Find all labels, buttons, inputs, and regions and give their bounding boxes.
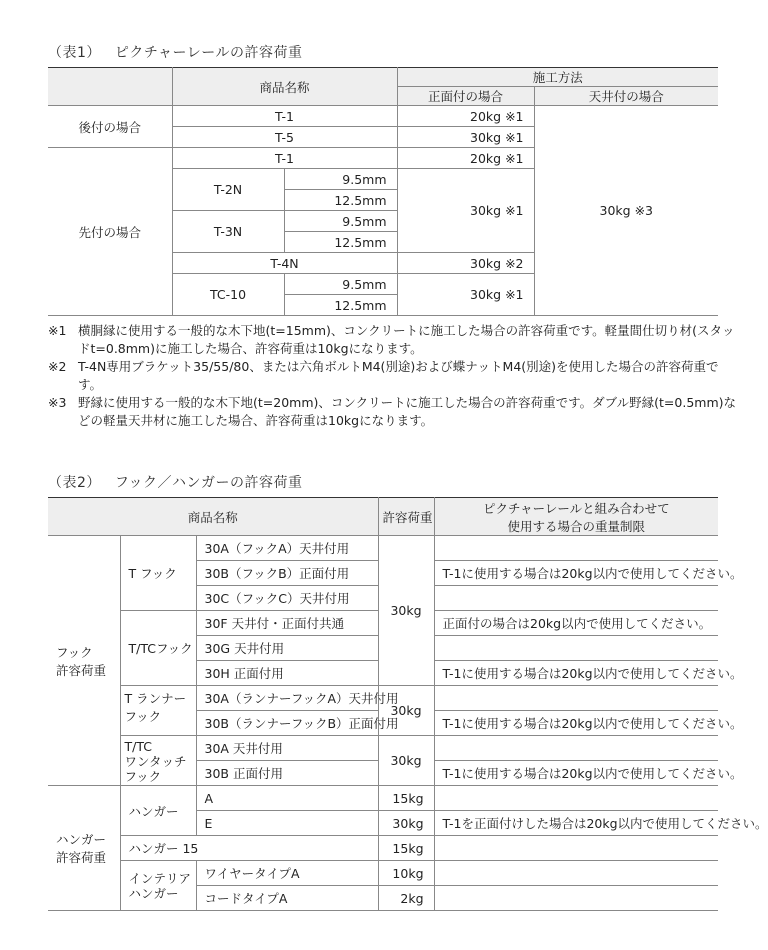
wall-load: 30kg ※1: [397, 169, 534, 253]
runner-name-line2: フック: [124, 709, 162, 724]
limit-text: T-1に使用する場合は20kg以内で使用してください。: [434, 661, 718, 686]
product-group-name: ハンガー 15: [120, 836, 378, 861]
product-item: 30F 天井付・正面付共通: [196, 611, 378, 636]
note-mark: ※3: [48, 395, 67, 410]
note-item: [48, 394, 738, 430]
group-hook-line2: 許容荷重: [56, 662, 107, 678]
wall-load: 30kg ※1: [397, 127, 534, 148]
wall-load: 20kg ※1: [397, 148, 534, 169]
hook-hanger-load-table: [48, 497, 768, 911]
group-hook: [48, 536, 120, 786]
table1-notes: [48, 322, 738, 430]
product-item: ワイヤータイプA: [196, 861, 378, 886]
product-group-name: ハンガー: [120, 786, 196, 836]
interior-name-line1: インテリア: [128, 870, 192, 886]
note-text: T-4N専用ブラケット35/55/80、または六角ボルトM4(別途)および蝶ナットM4(別途)を使用した場合の許容荷重です。: [78, 359, 719, 392]
load-value: 30kg: [378, 536, 434, 686]
limit-blank: [434, 586, 718, 611]
thickness: 9.5mm: [284, 211, 397, 232]
limit-text: 正面付の場合は20kg以内で使用してください。: [434, 611, 718, 636]
table1-title-label: （表1）: [48, 45, 101, 61]
product-item: 30A（フックA）天井付用: [196, 536, 378, 561]
group-after: 後付の場合: [48, 106, 172, 148]
wall-load: 20kg ※1: [397, 106, 534, 127]
load-value: 15kg: [378, 786, 434, 811]
product-name: T-4N: [172, 253, 397, 274]
product-item: 30B 正面付用: [196, 761, 378, 786]
note-text: 横胴縁に使用する一般的な木下地(t=15mm)、コンクリートに施工した場合の許容荷重です。軽量間仕切り材(スタッドt=0.8mm)に施工した場合、許容荷重は10kgになります。: [78, 323, 735, 356]
product-name: T-1: [172, 106, 397, 127]
onetouch-name-line3: フック: [124, 769, 162, 784]
limit-text: T-1に使用する場合は20kg以内で使用してください。: [434, 761, 718, 786]
header-method: 施工方法: [397, 68, 718, 87]
note-item: [48, 358, 738, 394]
limit-text: T-1を正面付けした場合は20kg以内で使用してください。: [434, 811, 718, 836]
thickness: 9.5mm: [284, 274, 397, 295]
limit-blank: [434, 536, 718, 561]
product-name: T-3N: [172, 211, 284, 253]
thickness: 12.5mm: [284, 190, 397, 211]
product-group-name: T/TCフック: [120, 611, 196, 686]
limit-blank: [434, 786, 718, 811]
product-name: TC-10: [172, 274, 284, 316]
note-text: 野縁に使用する一般的な木下地(t=20mm)、コンクリートに施工した場合の許容荷重です。ダブル野縁(t=0.5mm)などの軽量天井材に施工した場合、許容荷重は10kgになります。: [78, 395, 736, 428]
table2-title: [48, 472, 302, 492]
product-name: T-5: [172, 127, 397, 148]
product-group-name: [120, 736, 196, 786]
thickness: 12.5mm: [284, 232, 397, 253]
product-item: 30A（ランナーフックA）天井付用: [196, 686, 378, 711]
ceiling-load: 30kg ※3: [534, 106, 718, 316]
wall-load: 30kg ※1: [397, 274, 534, 316]
group-hanger-line2: 許容荷重: [56, 850, 107, 865]
header-limit: [434, 498, 718, 536]
header-blank: [48, 68, 172, 106]
header-wall: 正面付の場合: [397, 87, 534, 106]
load-value: 30kg: [378, 686, 434, 736]
table2-title-text: フック／ハンガーの許容荷重: [114, 475, 303, 491]
limit-blank: [434, 686, 718, 711]
group-hook-line1: フック: [56, 644, 93, 660]
load-value: 10kg: [378, 861, 434, 886]
thickness: 12.5mm: [284, 295, 397, 316]
limit-blank: [434, 636, 718, 661]
onetouch-name-line1: T/TC: [124, 739, 152, 754]
product-item: 30B（フックB）正面付用: [196, 561, 378, 586]
note-item: [48, 322, 738, 358]
group-hanger: [48, 786, 120, 911]
wall-load: 30kg ※2: [397, 253, 534, 274]
limit-text: T-1に使用する場合は20kg以内で使用してください。: [434, 561, 718, 586]
header-limit-line1: ピクチャーレールと組み合わせて: [482, 500, 670, 516]
header-ceiling: 天井付の場合: [534, 87, 718, 106]
runner-name-line1: T ランナー: [124, 691, 187, 706]
table1-title: [48, 42, 302, 62]
product-group-name: [120, 686, 196, 736]
picture-rail-load-table: [48, 67, 718, 316]
product-group-name: T フック: [120, 536, 196, 611]
product-name: T-1: [172, 148, 397, 169]
interior-name-line2: ハンガー: [128, 885, 179, 901]
product-item: 30B（ランナーフックB）正面付用: [196, 711, 378, 736]
product-item: 30C（フックC）天井付用: [196, 586, 378, 611]
limit-blank: [434, 886, 718, 911]
product-name: T-2N: [172, 169, 284, 211]
limit-blank: [434, 836, 718, 861]
table1-title-text: ピクチャーレールの許容荷重: [114, 45, 303, 61]
limit-text: T-1に使用する場合は20kg以内で使用してください。: [434, 711, 718, 736]
note-mark: ※1: [48, 323, 67, 338]
load-value: 30kg: [378, 811, 434, 836]
note-mark: ※2: [48, 359, 67, 374]
product-item: 30H 正面付用: [196, 661, 378, 686]
product-group-name: [120, 861, 196, 911]
header-product: 商品名称: [48, 498, 378, 536]
header-load: 許容荷重: [378, 498, 434, 536]
header-limit-line2: 使用する場合の重量制限: [507, 518, 646, 534]
header-product: 商品名称: [172, 68, 397, 106]
product-item: E: [196, 811, 378, 836]
thickness: 9.5mm: [284, 169, 397, 190]
product-item: 30G 天井付用: [196, 636, 378, 661]
group-hanger-line1: ハンガー: [56, 832, 107, 847]
product-item: コードタイプA: [196, 886, 378, 911]
load-value: 30kg: [378, 736, 434, 786]
group-before: 先付の場合: [48, 148, 172, 316]
product-item: 30A 天井付用: [196, 736, 378, 761]
onetouch-name-line2: ワンタッチ: [124, 754, 187, 769]
table2-title-label: （表2）: [48, 475, 101, 491]
limit-blank: [434, 736, 718, 761]
load-value: 15kg: [378, 836, 434, 861]
load-value: 2kg: [378, 886, 434, 911]
product-item: A: [196, 786, 378, 811]
limit-blank: [434, 861, 718, 886]
